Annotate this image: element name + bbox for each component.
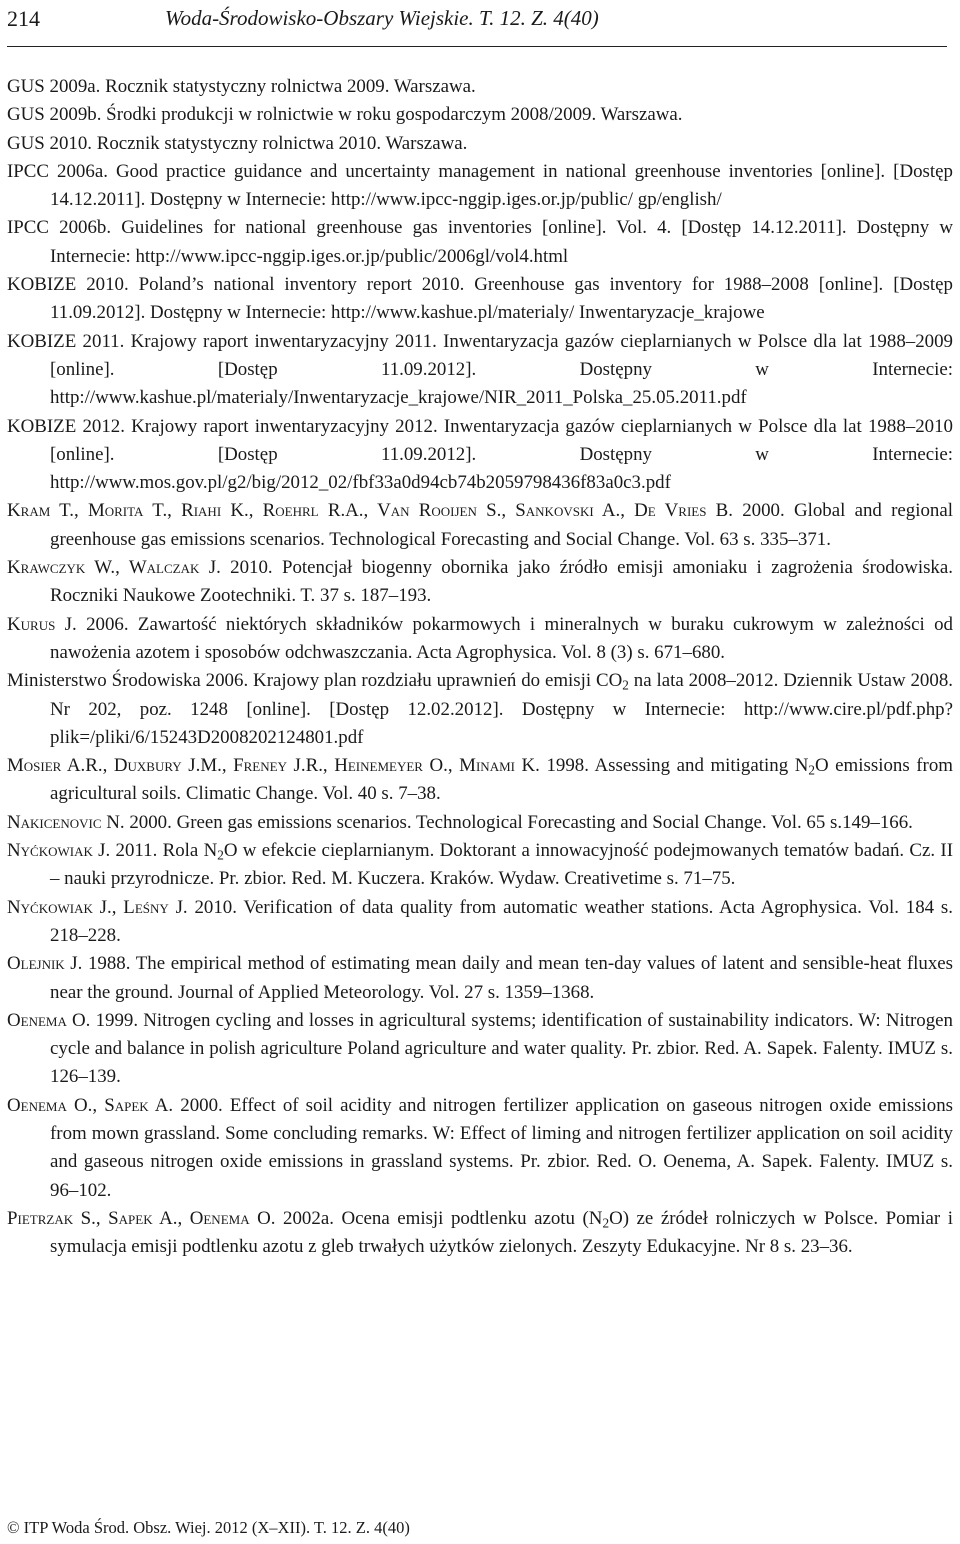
- reference-item: IPCC 2006b. Guidelines for national greenhouse gas inventories [online]. Vol. 4. [Dostęp 14.12.2011]. Dostępny w Internecie: http://www.ipcc-nggip.iges.or.jp/public/2006gl/vol4.html: [7, 217, 953, 267]
- reference-item: Nyćkowiak J. 2011. Rola $N_2O$ w efekcie cieplarnianym. Doktorant a innowacyjność podejmowanych tematów badań. Cz. II – nauki przyrodnicze. Pr. zbior. Red. M. Kuczera. Kraków. Wydaw. Creativetime s. 71–75.: [7, 840, 954, 890]
- reference-authors: Oenema O.: [7, 1009, 91, 1031]
- running-title: Woda-Środowisko-Obszary Wiejskie. T. 12. Z. 4(40): [165, 6, 599, 30]
- reference-authors: Krawczyk W., Walczak J.: [7, 557, 221, 579]
- reference-item: GUS 2010. Rocznik statystyczny rolnictwa 2010. Warszawa.: [7, 132, 468, 154]
- reference-item: Nyćkowiak J., Leśny J. 2010. Verification of data quality from automatic weather stations. Acta Agrophysica. Vol. 184 s. 218–228.: [7, 896, 953, 946]
- reference-item: Kurus J. 2006. Zawartość niektórych składników pokarmowych i mineralnych w buraku cukrowym w zależności od nawożenia azotem i sposobów odchwaszczania. Acta Agrophysica. Vol. 8 (3) s. 671–680.: [7, 613, 953, 663]
- reference-authors: Nakicenovic N.: [7, 811, 125, 833]
- reference-authors: Olejnik J.: [7, 953, 83, 975]
- reference-item: KOBIZE 2010. Poland’s national inventory report 2010. Greenhouse gas inventory for 1988–2008 [online]. [Dostęp 11.09.2012]. Dostępny w Internecie: http://www.kashue.pl/materialy/ Inwentaryzacje_krajowe: [7, 274, 953, 324]
- reference-item: Pietrzak S., Sapek A., Oenema O. 2002a. Ocena emisji podtlenku azotu $(N_2O)$ ze źródeł rolniczych w Polsce. Pomiar i symulacja emisji podtlenku azotu z gleb trwałych użytków zielonych. Zeszyty Edukacyjne. Nr 8 s. 23–36.: [7, 1207, 953, 1258]
- reference-item: KOBIZE 2012. Krajowy raport inwentaryzacyjny 2012. Inwentaryzacja gazów cieplarnianych w Polsce dla lat 1988–2010 [online]. [Dostęp 11.09.2012]. Dostępny w Internecie: http://www.mos.gov.pl/g2/big/2012_02/fbf33a0d94cb74b2059798436f83a0c3.pdf: [7, 415, 953, 494]
- reference-item: IPCC 2006a. Good practice guidance and uncertainty management in national greenhouse inventories [online]. [Dostęp 14.12.2011]. Dostępny w Internecie: http://www.ipcc-nggip.iges.or.jp/public/ gp/english/: [7, 160, 953, 211]
- reference-item: Krawczyk W., Walczak J. 2010. Potencjał biogenny obornika jako źródło emisji amoniaku i zagrożenia środowiska. Roczniki Naukowe Zootechniki. T. 37 s. 187–193.: [7, 557, 953, 607]
- reference-item: Kram T., Morita T., Riahi K., Roehrl R.A., Van Rooijen S., Sankovski A., De Vries B. 2000. Global and regional greenhouse gas emissions scenarios. Technological Forecasting and Social Change. Vol. 63 s. 335–371.: [7, 500, 953, 550]
- reference-item: Oenema O. 1999. Nitrogen cycling and losses in agricultural systems; identification of sustainability indicators. W: Nitrogen cycle and balance in polish agriculture Poland agriculture and water quality. Pr. zbior. Red. A. Sapek. Falenty. IMUZ s. 126–139.: [7, 1009, 953, 1088]
- reference-item: Mosier A.R., Duxbury J.M., Freney J.R., Heinemeyer O., Minami K. 1998. Assessing and mitigating $N_2O$ emissions from agricultural soils. Climatic Change. Vol. 40 s. 7–38.: [7, 755, 953, 805]
- page-number: 214: [7, 6, 40, 31]
- reference-item: Ministerstwo Środowiska 2006. Krajowy plan rozdziału uprawnień do emisji $CO_2$ na lata 2008–2012. Dziennik Ustaw 2008. Nr 202, poz. 1248 [online]. [Dostęp 12.02.2012]. Dostępny w Internecie: http://www.cire.pl/pdf.php?plik=/pliki/6/15243D2008202124801.pdf: [7, 670, 953, 748]
- reference-authors: Nyćkowiak J.: [7, 840, 111, 862]
- reference-authors: Kurus J.: [7, 613, 77, 635]
- reference-item: GUS 2009b. Środki produkcji w rolnictwie w roku gospodarczym 2008/2009. Warszawa.: [7, 104, 683, 126]
- page-footer: © ITP Woda Środ. Obsz. Wiej. 2012 (X–XII). T. 12. Z. 4(40): [7, 1518, 410, 1537]
- reference-item: Oenema O., Sapek A. 2000. Effect of soil acidity and nitrogen fertilizer application on gaseous nitrogen oxide emissions from mown grassland. Some concluding remarks. W: Effect of liming and nitrogen fertilizer application on soil acidity and gaseous nitrogen oxide emissions in grassland systems. Pr. zbior. Red. O. Oenema, A. Sapek. Falenty. IMUZ s. 96–102.: [7, 1094, 954, 1201]
- reference-item: GUS 2009a. Rocznik statystyczny rolnictwa 2009. Warszawa.: [7, 76, 476, 97]
- reference-authors: Nyćkowiak J., Leśny J.: [7, 896, 188, 918]
- reference-item: KOBIZE 2011. Krajowy raport inwentaryzacyjny 2011. Inwentaryzacja gazów cieplarnianych w Polsce dla lat 1988–2009 [online]. [Dostęp 11.09.2012]. Dostępny w Internecie: http://www.kashue.pl/materialy/Inwentaryzacje_krajowe/NIR_2011_Polska_25.05.2011.pdf: [7, 330, 953, 409]
- reference-authors: Pietrzak S., Sapek A., Oenema O.: [7, 1207, 276, 1229]
- reference-item: Nakicenovic N. 2000. Green gas emissions scenarios. Technological Forecasting and Social Change. Vol. 65 s.149–166.: [7, 811, 913, 833]
- reference-item: Olejnik J. 1988. The empirical method of estimating mean daily and mean ten-day values of latent and sensible-heat fluxes near the ground. Journal of Applied Meteorology. Vol. 27 s. 1359–1368.: [7, 953, 953, 1003]
- page-header: [7, 0, 947, 47]
- reference-list: [7, 73, 953, 1261]
- reference-authors: Mosier A.R., Duxbury J.M., Freney J.R., Heinemeyer O., Minami K.: [7, 755, 540, 777]
- reference-authors: Kram T., Morita T., Riahi K., Roehrl R.A., Van Rooijen S., Sankovski A., De Vries B.: [7, 500, 733, 522]
- reference-authors: Oenema O., Sapek A.: [7, 1094, 174, 1116]
